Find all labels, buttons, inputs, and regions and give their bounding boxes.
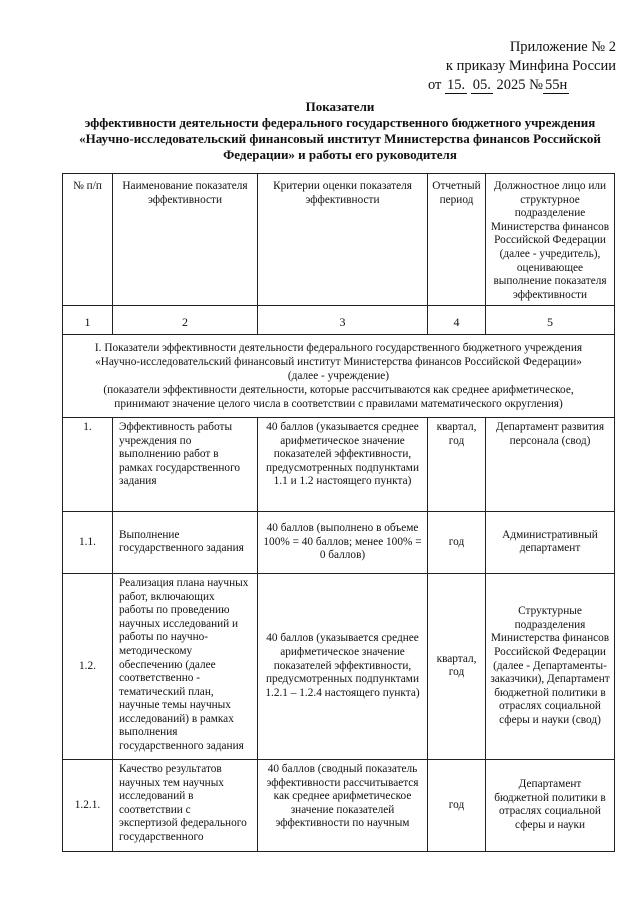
header-criteria: Критерии оценки показателя эффективности <box>258 174 428 306</box>
responsible-unit: Департамент бюджетной политики в отраслях социальной сферы и науки <box>486 759 615 851</box>
section-heading-row <box>63 334 615 417</box>
header-name: Наименование показателя эффективности <box>113 174 258 306</box>
responsible-unit: Департамент развития персонала (свод) <box>486 417 615 511</box>
reporting-period: год <box>428 759 486 851</box>
column-number: 3 <box>258 306 428 335</box>
appendix-number: Приложение № 2 <box>509 39 616 55</box>
column-number: 4 <box>428 306 486 335</box>
section-line-5: принимают значение целого числа в соответствии с правилами математического округления) <box>114 397 563 410</box>
indicator-name: Эффективность работы учреждения по выполнению работ в рамках государственного задания <box>113 417 258 511</box>
indicator-criteria: 40 баллов (указывается среднее арифметическое значение показателей эффективности, предусмотренных подпунктами 1.2.1 – 1.2.4 настоящего пункта) <box>258 573 428 759</box>
title-line-1: Показатели <box>305 99 375 114</box>
indicators-table <box>62 173 615 852</box>
table-row <box>63 573 615 759</box>
document-title <box>60 99 620 163</box>
title-line-3: «Научно-исследовательский финансовый институт Министерства финансов Российской <box>79 131 601 146</box>
number-sign: № <box>529 77 543 93</box>
title-line-4: Федерации» и работы его руководителя <box>223 147 457 162</box>
responsible-unit: Структурные подразделения Министерства финансов Российской Федерации (далее - Департаменты-заказчики), Департамент бюджетной политики в отраслях социальной сферы и науки (свод) <box>486 573 615 759</box>
indicator-name: Реализация плана научных работ, включающих работы по проведению научных исследований и работы по научно-методическому обеспечению (далее соответственно - тематический план, научные темы научных исследований) в рамках выполнения государственного задания <box>113 573 258 759</box>
indicator-name: Выполнение государственного задания <box>113 511 258 573</box>
row-number: 1. <box>63 417 113 511</box>
column-number: 1 <box>63 306 113 335</box>
indicator-criteria: 40 баллов (указывается среднее арифметическое значение показателей эффективности, предусмотренных подпунктами 1.1 и 1.2 настоящего пункта) <box>258 417 428 511</box>
row-number: 1.2. <box>63 573 113 759</box>
indicator-criteria: 40 баллов (выполнено в объеме 100% = 40 баллов; менее 100% = 0 баллов) <box>258 511 428 573</box>
reporting-period: год <box>428 511 486 573</box>
order-date-line <box>426 76 616 95</box>
row-number: 1.1. <box>63 511 113 573</box>
indicator-criteria: 40 баллов (сводный показатель эффективности рассчитывается как среднее арифметическое значение показателей эффективности по научным <box>258 759 428 851</box>
table-row <box>63 759 615 851</box>
order-reference: к приказу Минфина России <box>445 58 616 74</box>
date-month: 05. <box>472 77 491 93</box>
header-num: № п/п <box>63 174 113 306</box>
reporting-period: квартал, год <box>428 417 486 511</box>
date-prefix: от <box>428 77 442 93</box>
table-row <box>63 417 615 511</box>
reporting-period: квартал, год <box>428 573 486 759</box>
column-numbers-row <box>63 306 615 335</box>
header-period: Отчетный период <box>428 174 486 306</box>
indicator-name: Качество результатов научных тем научных исследований в соответствии с экспертизой федерального государственного <box>113 759 258 851</box>
date-year: 2025 <box>496 77 526 93</box>
table-row <box>63 511 615 573</box>
column-number: 2 <box>113 306 258 335</box>
order-number: 55н <box>545 77 568 93</box>
row-number: 1.2.1. <box>63 759 113 851</box>
date-day: 15. <box>447 77 466 93</box>
section-line-3: (далее - учреждение) <box>287 369 390 382</box>
section-heading <box>63 334 615 417</box>
section-line-1: I. Показатели эффективности деятельности федерального государственного бюджетного учреждения <box>94 341 583 354</box>
column-number: 5 <box>486 306 615 335</box>
responsible-unit: Административный департамент <box>486 511 615 573</box>
section-line-4: (показатели эффективности деятельности, которые рассчитываются как среднее арифметическое, <box>103 383 574 396</box>
table-header-row <box>63 174 615 306</box>
header-responsible: Должностное лицо или структурное подразделение Министерства финансов Российской Федерации (далее - учредитель), оценивающее выполнение показателя эффективности <box>486 174 615 306</box>
section-line-2: «Научно-исследовательский финансовый институт Министерства финансов Российской Федерации» <box>95 355 582 368</box>
appendix-header <box>426 38 616 95</box>
title-line-2: эффективности деятельности федерального государственного бюджетного учреждения <box>84 115 596 130</box>
